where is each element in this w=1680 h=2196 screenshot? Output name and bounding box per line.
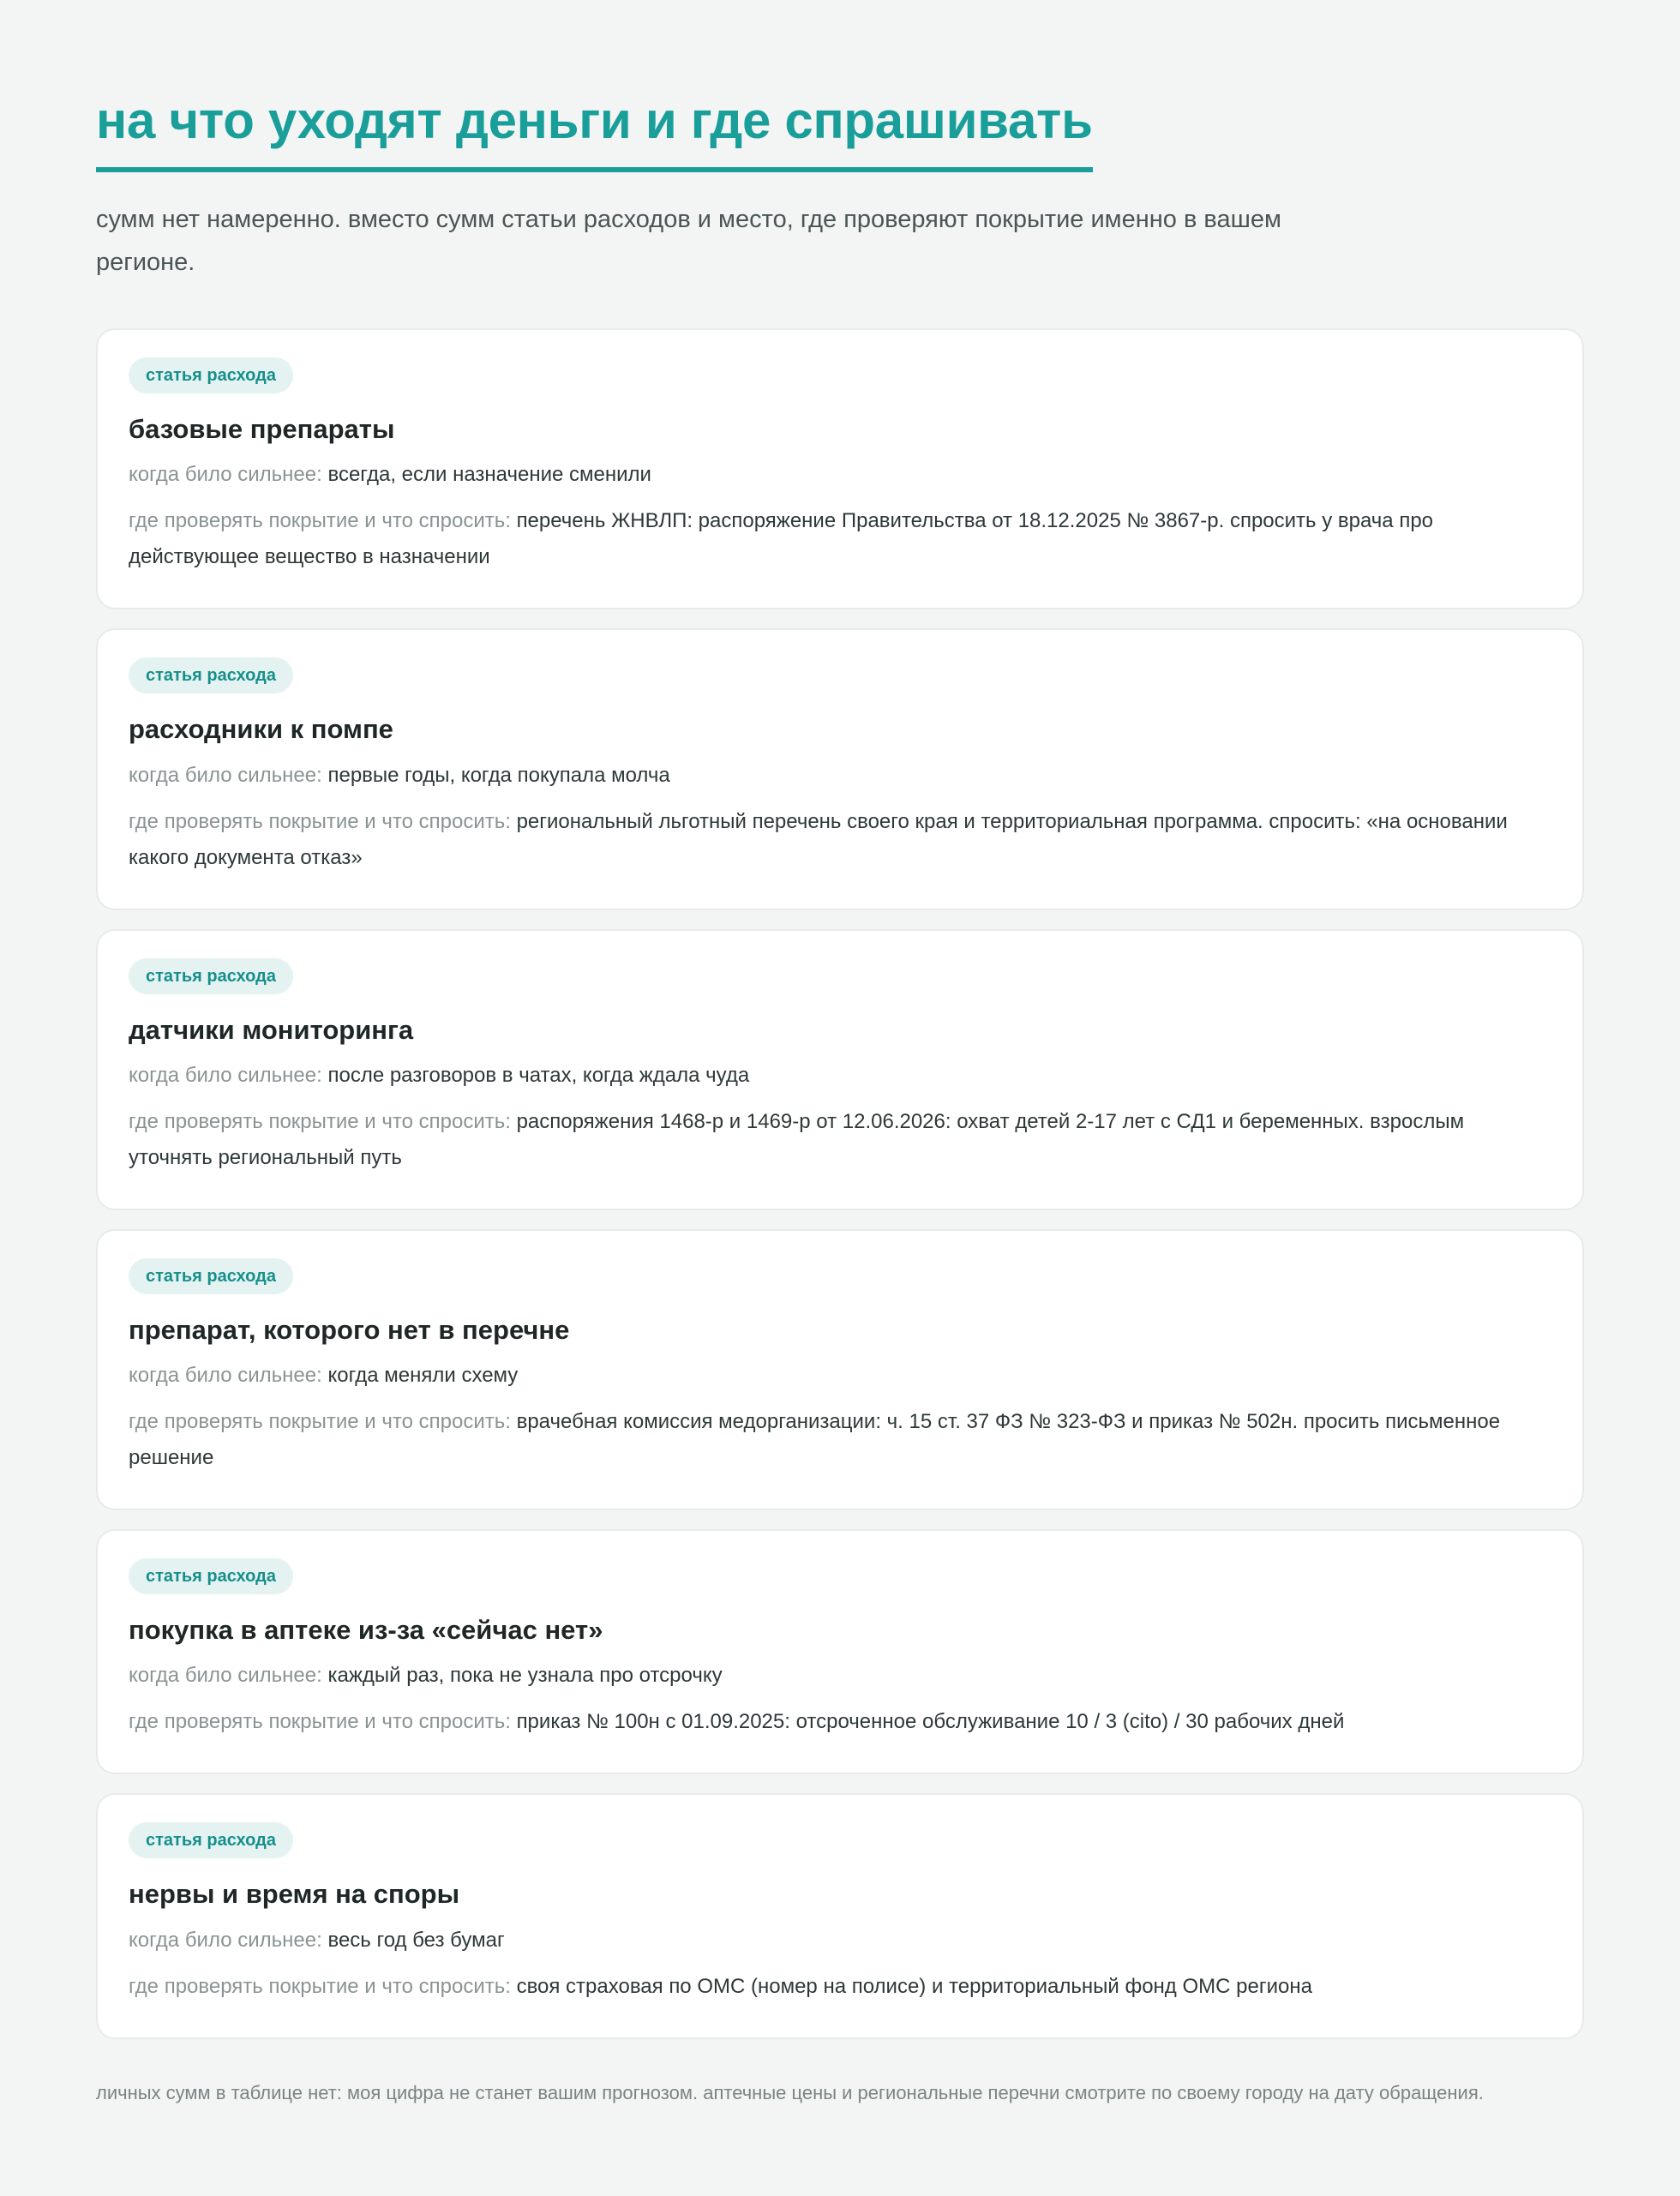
where-value: распоряжения 1468-р и 1469-р от 12.06.2026: охват детей 2-17 лет с СД1 и беременных. взрослым уточнять региональный путь [129, 1109, 1465, 1169]
expense-card [96, 628, 1584, 909]
where-label: где проверять покрытие и что спросить: [129, 1974, 511, 1998]
where-row [129, 503, 1551, 575]
expense-card [96, 328, 1584, 609]
when-row [129, 758, 1551, 794]
when-value: весь год без бумаг [327, 1928, 505, 1952]
when-label: когда било сильнее: [129, 1364, 322, 1388]
when-label: когда било сильнее: [129, 1063, 322, 1087]
where-row [129, 1704, 1551, 1740]
expense-badge: статья расхода [129, 657, 293, 693]
expense-card [96, 1229, 1584, 1510]
expense-card-title: нервы и время на споры [129, 1879, 460, 1910]
title-underline [96, 90, 1093, 172]
expense-badge: статья расхода [129, 1258, 293, 1294]
where-row [129, 1404, 1551, 1476]
expense-badge: статья расхода [129, 958, 293, 994]
expense-card-title: покупка в аптеке из-за «сейчас нет» [129, 1615, 603, 1646]
where-row [129, 804, 1551, 876]
when-value: первые годы, когда покупала молча [327, 763, 670, 787]
where-label: где проверять покрытие и что спросить: [129, 809, 511, 833]
when-label: когда било сильнее: [129, 463, 322, 487]
expense-card-list [96, 328, 1584, 2039]
expense-card-title: базовые препараты [129, 414, 395, 444]
when-row [129, 1923, 1551, 1959]
where-value: региональный льготный перечень своего края и территориальная программа. спросить: «на основании какого документа отказ» [129, 809, 1508, 869]
when-row [129, 457, 1551, 493]
expense-badge: статья расхода [129, 357, 293, 393]
where-label: где проверять покрытие и что спросить: [129, 1410, 511, 1434]
when-value: каждый раз, пока не узнала про отсрочку [327, 1664, 723, 1688]
expense-card-title: препарат, которого нет в перечне [129, 1314, 570, 1345]
when-label: когда било сильнее: [129, 1928, 322, 1952]
intro-text: сумм нет намеренно. вместо сумм статьи расходов и место, где проверяют покрытие именно в вашем регионе. [96, 206, 1281, 276]
expense-card [96, 1793, 1584, 2038]
when-row [129, 1658, 1551, 1694]
expense-card [96, 1529, 1584, 1774]
when-value: всегда, если назначение сменили [327, 463, 651, 487]
expense-card-title: датчики мониторинга [129, 1014, 414, 1045]
footer-note: личных сумм в таблице нет: моя цифра не станет вашим прогнозом. аптечные цены и региональные перечни смотрите по своему городу на дату обращения. [96, 2081, 1484, 2103]
where-value: приказ № 100н с 01.09.2025: отсроченное обслуживание 10 / 3 (cito) / 30 рабочих дней [516, 1710, 1345, 1734]
page-title: на что уходят деньги и где спрашивать [96, 92, 1093, 149]
where-label: где проверять покрытие и что спросить: [129, 509, 511, 533]
expense-badge: статья расхода [129, 1822, 293, 1858]
when-label: когда било сильнее: [129, 763, 322, 787]
when-row [129, 1058, 1551, 1094]
expense-card [96, 929, 1584, 1210]
when-row [129, 1358, 1551, 1394]
when-value: когда меняли схему [327, 1364, 519, 1388]
when-label: когда било сильнее: [129, 1664, 322, 1688]
where-value: своя страховая по ОМС (номер на полисе) и территориальный фонд ОМС региона [516, 1974, 1312, 1998]
where-value: врачебная комиссия медорганизации: ч. 15 ст. 37 ФЗ № 323-ФЗ и приказ № 502н. просить письменное решение [129, 1410, 1501, 1470]
expense-badge: статья расхода [129, 1558, 293, 1594]
where-row [129, 1104, 1551, 1176]
where-value: перечень ЖНВЛП: распоряжение Правительства от 18.12.2025 № 3867-р. спросить у врача про действующее вещество в назначении [129, 509, 1434, 569]
where-label: где проверять покрытие и что спросить: [129, 1109, 511, 1133]
expense-card-title: расходники к помпе [129, 714, 393, 745]
where-row [129, 1969, 1551, 2005]
when-value: после разговоров в чатах, когда ждала чуда [327, 1063, 750, 1087]
where-label: где проверять покрытие и что спросить: [129, 1710, 511, 1734]
